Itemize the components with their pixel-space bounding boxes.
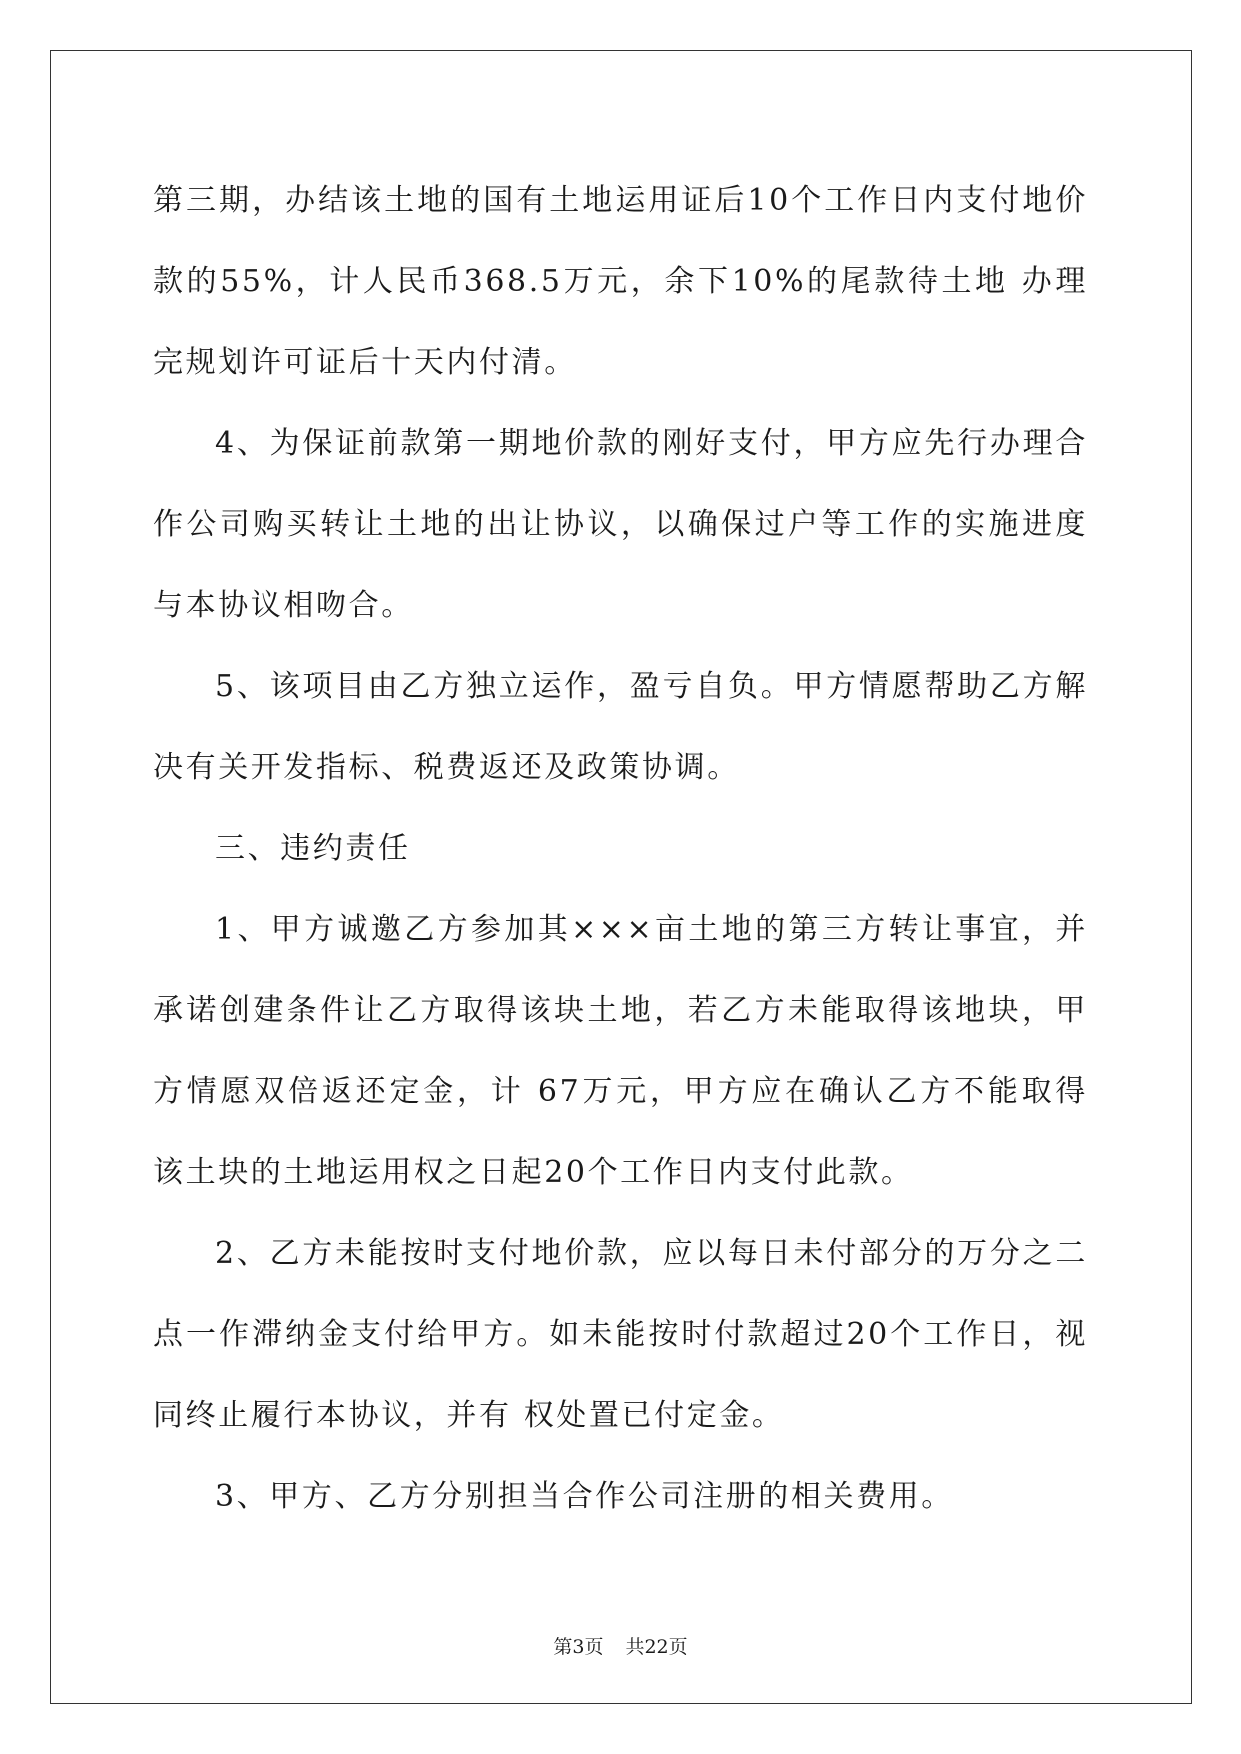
document-body — [153, 160, 1088, 1537]
paragraph-liability-1: 1、甲方诚邀乙方参加其×××亩土地的第三方转让事宜，并承诺创建条件让乙方取得该块土地，若乙方未能取得该地块，甲方情愿双倍返还定金，计 67万元，甲方应在确认乙方不能取得该土块的土地运用权之日起20个工作日内支付此款。 — [153, 912, 1088, 1190]
page-number: 第3页 — [553, 1636, 604, 1658]
section-heading-liability: 三、违约责任 — [215, 831, 411, 866]
page-total: 共22页 — [625, 1636, 688, 1658]
page-footer — [0, 1632, 1241, 1659]
paragraph-continuation: 第三期，办结该土地的国有土地运用证后10个工作日内支付地价款的55%，计人民币368.5万元，余下10%的尾款待土地 办理完规划许可证后十天内付清。 — [153, 183, 1088, 380]
paragraph-clause-5: 5、该项目由乙方独立运作，盈亏自负。甲方情愿帮助乙方解决有关开发指标、税费返还及政策协调。 — [153, 669, 1088, 785]
paragraph-liability-2: 2、乙方未能按时支付地价款，应以每日未付部分的万分之二点一作滞纳金支付给甲方。如未能按时付款超过20个工作日，视同终止履行本协议，并有 权处置已付定金。 — [153, 1236, 1088, 1433]
paragraph-clause-4: 4、为保证前款第一期地价款的刚好支付，甲方应先行办理合作公司购买转让土地的出让协议，以确保过户等工作的实施进度与本协议相吻合。 — [153, 426, 1088, 623]
paragraph-liability-3: 3、甲方、乙方分别担当合作公司注册的相关费用。 — [215, 1479, 954, 1514]
